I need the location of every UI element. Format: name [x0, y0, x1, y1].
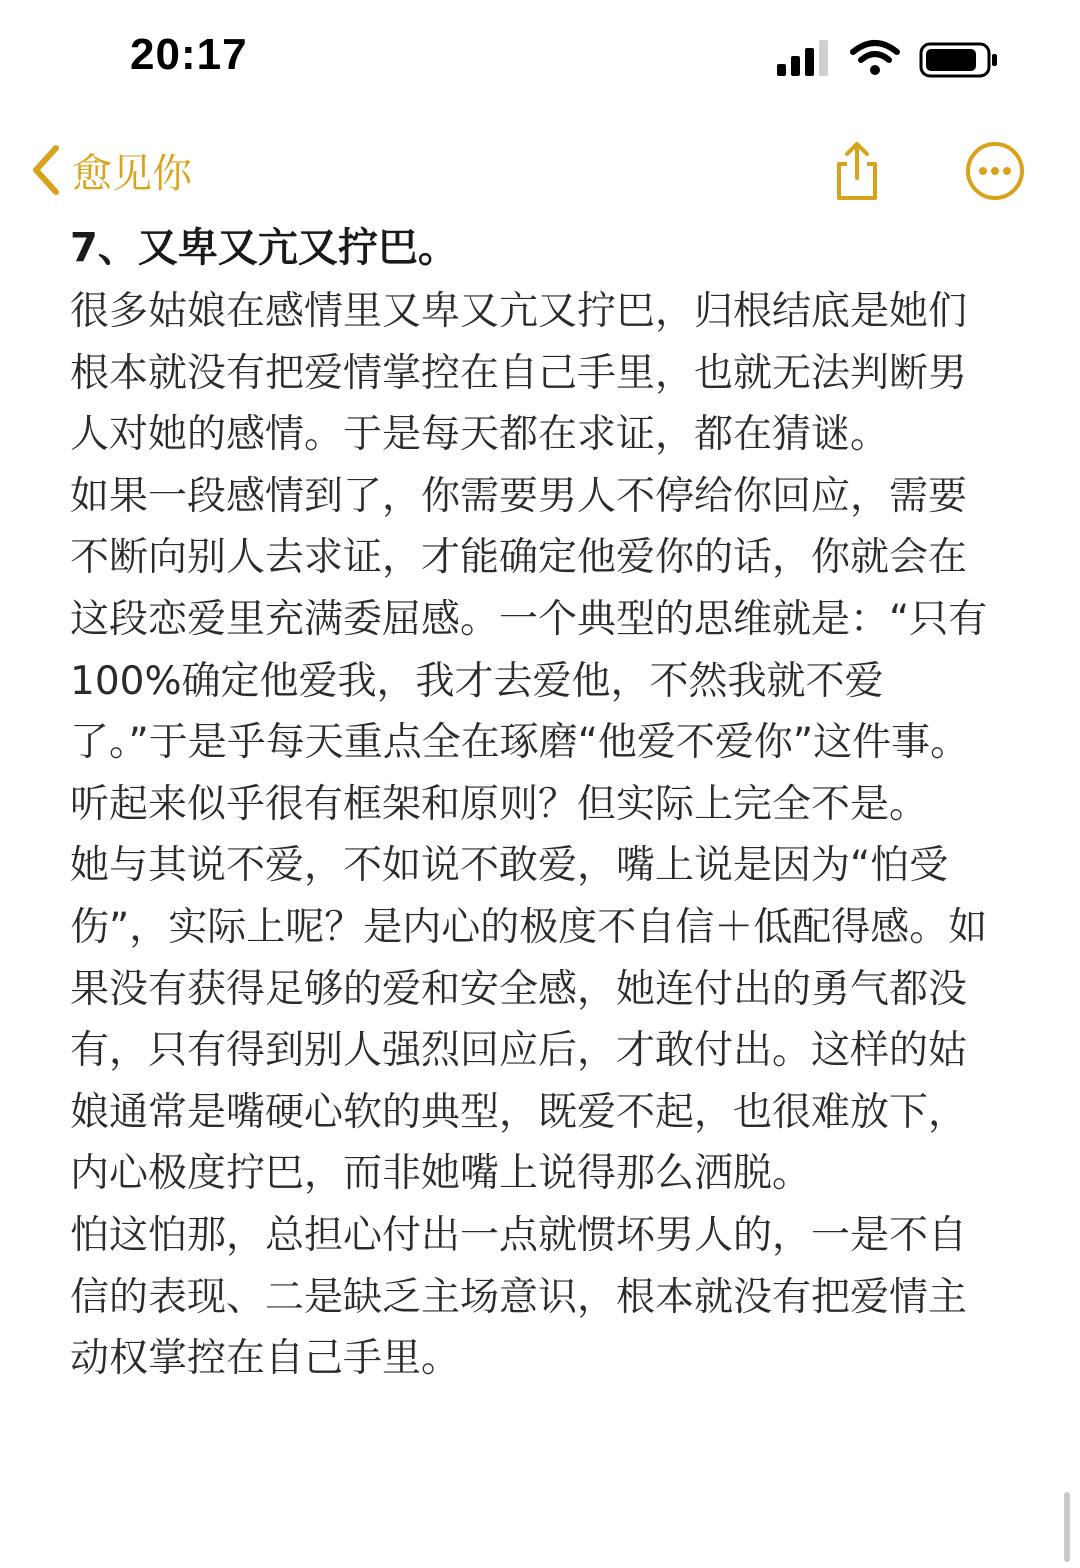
- note-paragraph-3: 她与其说不爱，不如说不敢爱，嘴上说是因为“怕受伤”，实际上呢？是内心的极度不自信＋低配得感。如果没有获得足够的爱和安全感，她连付出的勇气都没有，只有得到别人强烈回应后，才敢付出。这样的姑娘通常是嘴硬心软的典型，既爱不起，也很难放下，内心极度拧巴，而非她嘴上说得那么洒脱。: [70, 843, 988, 1197]
- note-body[interactable]: [70, 215, 1000, 1390]
- status-icons: [775, 38, 1000, 82]
- nav-bar: [0, 130, 1080, 210]
- note-heading: 7、又卑又亢又拧巴。: [70, 225, 458, 271]
- battery-icon: [921, 44, 997, 76]
- chevron-left-icon: [28, 142, 64, 198]
- cellular-signal-icon: [777, 40, 828, 76]
- status-bar: [0, 0, 1080, 120]
- note-paragraph-4: 怕这怕那，总担心付出一点就惯坏男人的，一是不自信的表现、二是缺乏主场意识，根本就没有把爱情主动权掌控在自己手里。: [70, 1212, 968, 1382]
- back-button[interactable]: [28, 138, 192, 202]
- back-label: 愈见你: [72, 150, 192, 197]
- wifi-icon: [853, 43, 897, 75]
- more-icon: [964, 140, 1026, 202]
- note-paragraph-2: 如果一段感情到了，你需要男人不停给你回应，需要不断向别人去求证，才能确定他爱你的话，你就会在这段恋爱里充满委屈感。一个典型的思维就是：“只有100%确定他爱我，我才去爱他，不然我就不爱了。”于是乎每天重点全在琢磨“他爱不爱你”这件事。听起来似乎很有框架和原则？但实际上完全不是。: [70, 473, 988, 827]
- scrollbar[interactable]: [1064, 1492, 1070, 1562]
- more-button[interactable]: [960, 136, 1030, 206]
- share-button[interactable]: [822, 136, 892, 206]
- share-icon: [827, 138, 887, 204]
- note-paragraph-1: 很多姑娘在感情里又卑又亢又拧巴，归根结底是她们根本就没有把爱情掌控在自己手里，也就无法判断男人对她的感情。于是每天都在求证，都在猜谜。: [70, 289, 968, 458]
- status-time: 20:17: [130, 30, 248, 79]
